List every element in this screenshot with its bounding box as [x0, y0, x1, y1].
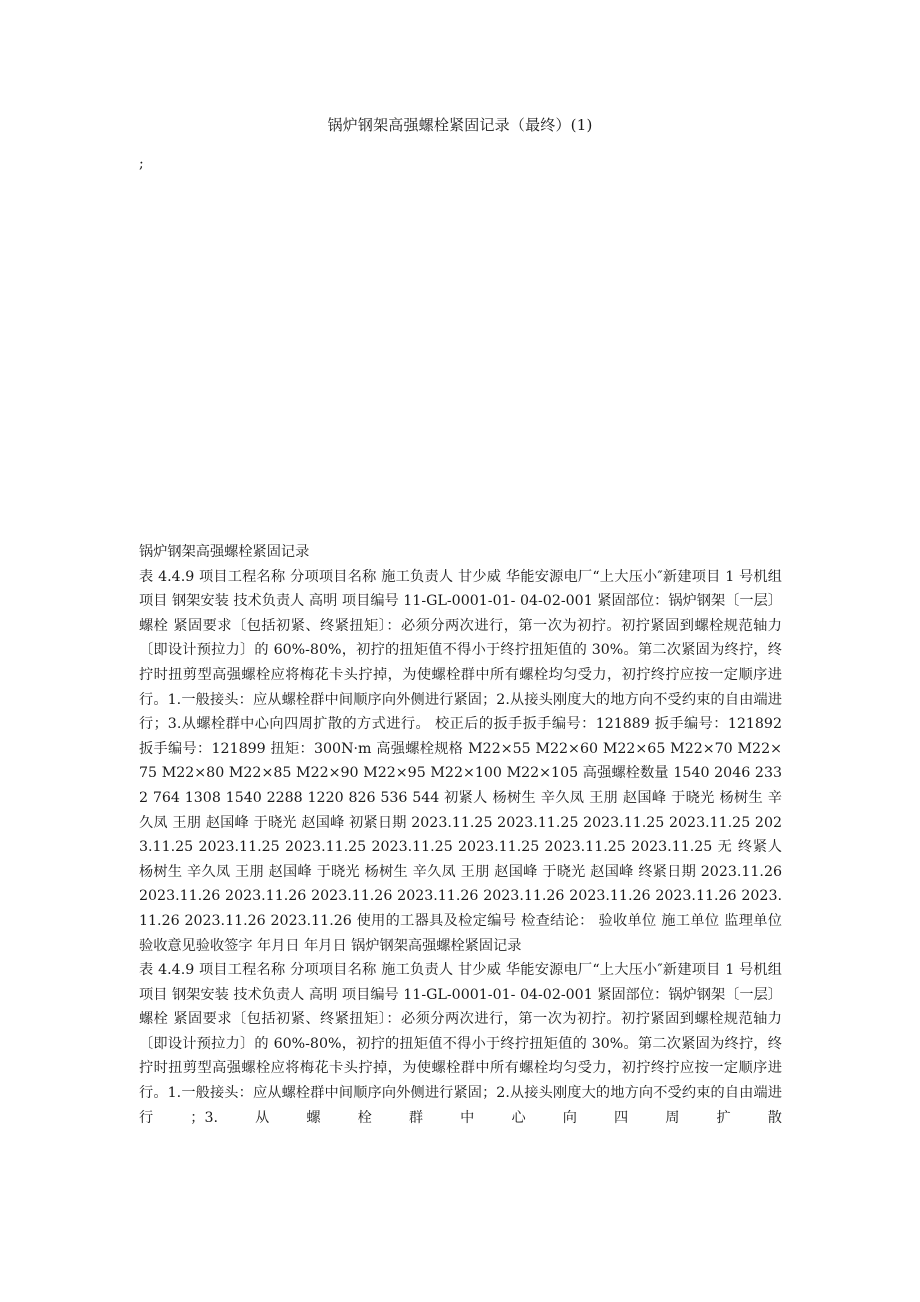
record-paragraph-2: 表 4.4.9 项目工程名称 分项项目名称 施工负责人 甘少威 华能安源电厂“上大压小″新建项目 1 号机组项目 钢架安装 技术负责人 高明 项目编号 11-GL-0001-01- 04-02-001 紧固部位：锅炉钢架〔一层〕螺栓 紧固要求〔包括初紧、终紧扭矩〕：必须分两次进行，第一次为初拧。初拧紧固到螺栓规范轴力〔即设计预拉力〕的 60%-80%，初拧的扭矩值不得小于终拧扭矩值的 30%。第二次紧固为终拧，终拧时扭剪型高强螺栓应将梅花卡头拧掉，为使螺栓群中所有螺栓均匀受力，初拧终拧应按一定顺序进行。1.一般接头：应从螺栓群中间顺序向外侧进行紧固；2.从接头刚度大的地方向不受约束的自由端进行；3.从螺栓群中心向四周扩散 — [139, 962, 782, 1126]
document-body — [139, 540, 782, 1130]
document-title: 锅炉钢架高强螺栓紧固记录（最终）(1) — [327, 116, 593, 134]
record-paragraph-1: 表 4.4.9 项目工程名称 分项项目名称 施工负责人 甘少威 华能安源电厂“上大压小″新建项目 1 号机组项目 钢架安装 技术负责人 高明 项目编号 11-GL-0001-01- 04-02-001 紧固部位：锅炉钢架〔一层〕螺栓 紧固要求〔包括初紧、终紧扭矩〕：必须分两次进行，第一次为初拧。初拧紧固到螺栓规范轴力〔即设计预拉力〕的 60%-80%，初拧的扭矩值不得小于终拧扭矩值的 30%。第二次紧固为终拧，终拧时扭剪型高强螺栓应将梅花卡头拧掉，为使螺栓群中所有螺栓均匀受力，初拧终拧应按一定顺序进行。1.一般接头：应从螺栓群中间顺序向外侧进行紧固；2.从接头刚度大的地方向不受约束的自由端进行；3.从螺栓群中心向四周扩散的方式进行。 校正后的扳手扳手编号：121889 扳手编号：121892 扳手编号：121899 扭矩：300N·m 高强螺栓规格 M22×55 M22×60 M22×65 M22×70 M22×75 M22×80 M22×85 M22×90 M22×95 M22×100 M22×105 高强螺栓数量 1540 2046 2332 764 1308 1540 2288 1220 826 536 544 初紧人 杨树生 辛久凤 王朋 赵国峰 于晓光 杨树生 辛久凤 王朋 赵国峰 于晓光 赵国峰 初紧日期 2023.11.25 2023.11.25 2023.11.25 2023.11.25 2023.11.25 2023.11.25 2023.11.25 2023.11.25 2023.11.25 2023.11.25 2023.11.25 无 终紧人 杨树生 辛久凤 王朋 赵国峰 于晓光 杨树生 辛久凤 王朋 赵国峰 于晓光 赵国峰 终紧日期 2023.11.26 2023.11.26 2023.11.26 2023.11.26 2023.11.26 2023.11.26 2023.11.26 2023.11.26 2023.11.26 2023.11.26 2023.11.26 使用的工器具及检定编号 检查结论： 验收单位 施工单位 监理单位 验收意见验收签字 年月日 年月日 锅炉钢架高强螺栓紧固记录 — [139, 568, 782, 954]
stray-semicolon: ; — [139, 156, 144, 172]
section-heading: 锅炉钢架高强螺栓紧固记录 — [139, 544, 310, 560]
